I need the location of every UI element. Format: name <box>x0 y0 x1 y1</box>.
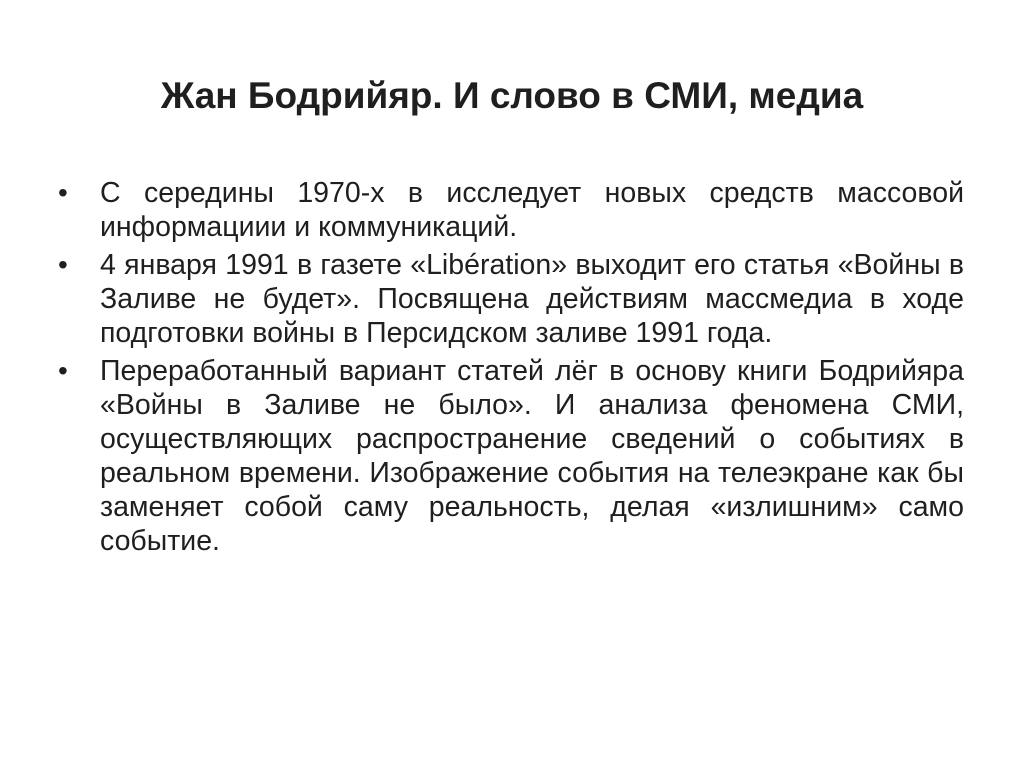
bullet-dot-icon: • <box>58 355 68 386</box>
slide-title: Жан Бодрийяр. И слово в СМИ, медиа <box>160 75 864 116</box>
bullet-text: 4 января 1991 в газете «Libération» выходит его статья «Войны в Заливе не будет». Посвящена действиям массмедиа в ходе подготовки войны в Персидском заливе 1991 года. <box>100 249 964 349</box>
bullet-list <box>58 176 964 562</box>
bullet-dot-icon: • <box>58 249 68 280</box>
bullet-item-1 <box>58 176 964 244</box>
bullet-text: Переработанный вариант статей лёг в основу книги Бодрийяра «Войны в Заливе не было». И анализа феномена СМИ, осуществляющих распространение сведений о событиях в реальном времени. Изображение события на телеэкране как бы заменяет собой саму реальность, делая «излишним» само событие. <box>100 355 964 557</box>
bullet-item-3 <box>58 354 964 558</box>
bullet-text: С середины 1970-х в исследует новых средств массовой информациии и коммуникаций. <box>100 177 964 243</box>
bullet-item-2 <box>58 248 964 350</box>
bullet-dot-icon: • <box>58 177 68 208</box>
